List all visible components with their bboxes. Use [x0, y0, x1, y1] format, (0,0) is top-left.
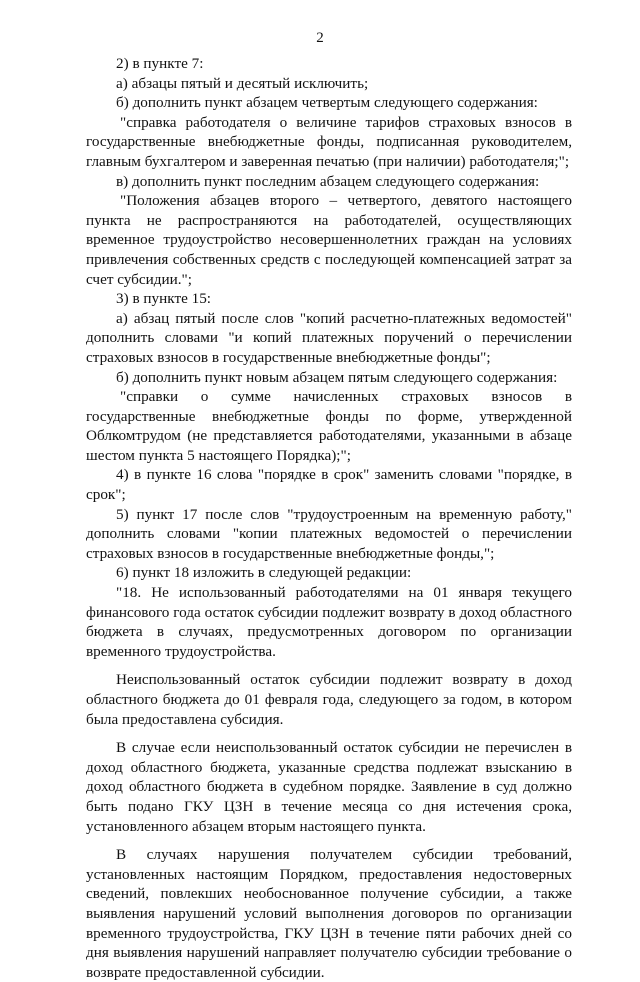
- paragraph-unused-balance: Неиспользованный остаток субсидии подлежит возврату в доход областного бюджета до 01 февраля года, следующего за годом, в котором была предоставлена субсидия.: [86, 671, 572, 728]
- page-number: 2: [316, 30, 324, 46]
- paragraph-sub-a-15: а) абзац пятый после слов "копий расчетно-платежных ведомостей" дополнить словами "и копий платежных поручений о перечислении страховых взносов в государственные внебюджетные фонды";: [86, 309, 572, 366]
- paragraph-item-6-point-18: 6) пункт 18 изложить в следующей редакции:: [116, 564, 412, 582]
- paragraph-quote-provisions: "Положения абзацев второго – четвертого, девятого настоящего пункта не распространяются на работодателей, осуществляющих временное трудоустройство несовершеннолетних граждан на условиях привлечения собственных средств с последующей компенсацией затрат за счет субсидии.";: [86, 192, 572, 288]
- paragraph-sub-v: в) дополнить пункт последним абзацем следующего содержания:: [116, 172, 540, 190]
- paragraph-quote-employer-certificate: "справка работодателя о величине тарифов страховых взносов в государственные внебюджетные фонды, подписанная руководителем, главным бухгалтером и заверенная печатью (при наличии) работодателя;";: [86, 113, 572, 170]
- paragraph-quote-point-18: "18. Не использованный работодателями на 01 января текущего финансового года остаток субсидии подлежит возврату в доход областного бюджета в случаях, предусмотренных договором по организации временного трудоустройства.: [86, 584, 572, 660]
- paragraph-quote-insurance-certificate: "справки о сумме начисленных страховых взносов в государственные внебюджетные фонды по форме, утвержденной Облкомтрудом (не представляется работодателями, указанными в абзаце шестом пункта 5 настоящего Порядка);";: [86, 388, 572, 464]
- paragraph-sub-b-15: б) дополнить пункт новым абзацем пятым следующего содержания:: [116, 368, 558, 386]
- paragraph-item-5-point-17: 5) пункт 17 после слов "трудоустроенным на временную работу," дополнить словами "копии платежных ведомостей о перечислении страховых взносов в государственные внебюджетные фонды,";: [86, 505, 572, 562]
- paragraph-sub-b: б) дополнить пункт абзацем четвертым следующего содержания:: [116, 94, 538, 112]
- paragraph-item-4-point-16: 4) в пункте 16 слова "порядке в срок" заменить словами "порядке, в срок";: [86, 466, 572, 504]
- paragraph-violations-refund: В случаях нарушения получателем субсидии требований, установленных настоящим Порядком, предоставления недостоверных сведений, повлекших необоснованное получение субсидии, а также выявления нарушений условий выполнения договоров по организации временного трудоустройства, ГКУ ЦЗН в течение пяти рабочих дней со дня выявления нарушений направляет получателю субсидии требование о возврате предоставленной субсидии.: [86, 846, 572, 981]
- document-body: [86, 54, 572, 982]
- paragraph-item-3-point-15: 3) в пункте 15:: [116, 290, 212, 308]
- paragraph-court-recovery: В случае если неиспользованный остаток субсидии не перечислен в доход областного бюджета, указанные средства подлежат взысканию в доход областного бюджета в судебном порядке. Заявление в суд должно быть подано ГКУ ЦЗН в течение месяца со дня истечения срока, установленного абзацем вторым настоящего пункта.: [86, 739, 572, 835]
- paragraph-sub-a: а) абзацы пятый и десятый исключить;: [116, 74, 369, 92]
- paragraph-item-2-point-7: 2) в пункте 7:: [116, 55, 204, 72]
